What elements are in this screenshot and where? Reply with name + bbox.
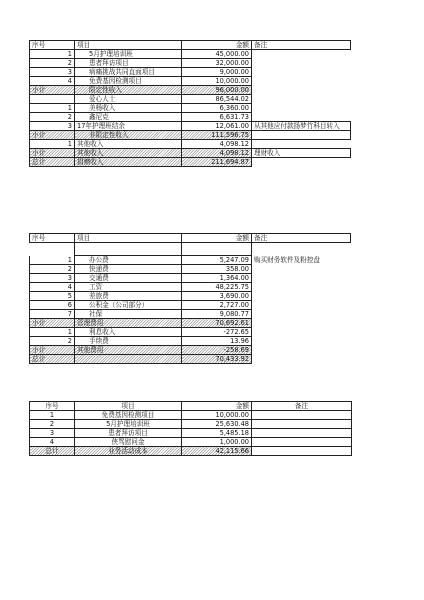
header-no: 序号	[30, 41, 75, 50]
row-amount: 32,000.00	[182, 59, 252, 68]
row-number: 4	[30, 77, 75, 86]
row-amount: 111,596.75	[182, 131, 252, 140]
row-number: 3	[30, 429, 75, 438]
row-item: 爱心人士	[75, 95, 182, 104]
row-note	[252, 95, 351, 104]
row-item: 交通费	[75, 274, 182, 283]
row-item: 17年护理班结余	[75, 122, 182, 131]
row-note	[252, 301, 351, 310]
row-note	[252, 104, 351, 113]
row-item: 限定性收入	[75, 86, 182, 95]
row-amount: 4,098.12	[182, 149, 252, 158]
row-amount: 2,727.00	[182, 301, 252, 310]
row-amount: 4,098.12	[182, 140, 252, 149]
header-note: 备注	[252, 402, 352, 411]
row-item: 业务活动成本	[75, 447, 182, 456]
row-amount: 25,630.48	[182, 420, 252, 429]
row-note	[252, 243, 351, 256]
activity-cost-table	[29, 401, 352, 456]
table-row	[30, 113, 351, 122]
income-table-body	[30, 41, 351, 167]
table-row	[30, 95, 351, 104]
row-item: 手续费	[75, 337, 182, 346]
row-note	[252, 438, 352, 447]
table-row	[30, 131, 351, 140]
row-amount: 70,692.61	[182, 319, 252, 328]
row-amount: 42,115.66	[182, 447, 252, 456]
row-number: 3	[30, 68, 75, 77]
expense-table	[29, 233, 351, 364]
row-note	[252, 337, 351, 346]
row-amount: 3,690.00	[182, 292, 252, 301]
row-item: 其他费用	[75, 346, 182, 355]
row-item: 5月护理培训班	[75, 420, 182, 429]
row-note	[252, 310, 351, 319]
row-number: 3	[30, 274, 75, 283]
row-item: 鑫尼克	[75, 113, 182, 122]
row-amount	[182, 243, 252, 256]
row-item: 非限定性收入	[75, 131, 182, 140]
row-item: 其他收入	[75, 149, 182, 158]
row-number: 4	[30, 283, 75, 292]
row-item: 5月护理培训班	[75, 50, 182, 59]
row-number: 小计	[30, 319, 75, 328]
row-amount: 13.96	[182, 337, 252, 346]
row-number: 1	[30, 256, 75, 265]
table-row	[30, 420, 352, 429]
table-row	[30, 243, 351, 256]
row-item: 公积金（公司部分）	[75, 301, 182, 310]
table-header-row	[30, 402, 352, 411]
row-number: 1	[30, 328, 75, 337]
row-number: 1	[30, 140, 75, 149]
row-number: 小计	[30, 131, 75, 140]
row-note	[252, 113, 351, 122]
table-row	[30, 447, 352, 456]
row-item: 患者拜访项目	[75, 59, 182, 68]
row-amount: 10,000.00	[182, 77, 252, 86]
table-row	[30, 319, 351, 328]
row-number: 1	[30, 104, 75, 113]
table-row	[30, 86, 351, 95]
header-no: 序号	[30, 234, 75, 243]
header-amount: 金额	[182, 234, 252, 243]
row-number: 6	[30, 301, 75, 310]
table-row	[30, 337, 351, 346]
row-note	[252, 131, 351, 140]
row-number: 2	[30, 420, 75, 429]
row-number: 总计	[30, 158, 75, 167]
table-row	[30, 149, 351, 158]
row-amount: 358.00	[182, 265, 252, 274]
row-amount: -272.65	[182, 328, 252, 337]
row-item: 捐赠收入	[75, 158, 182, 167]
row-number: 1	[30, 50, 75, 59]
row-number: 总计	[30, 355, 75, 364]
row-note	[252, 447, 352, 456]
row-item: 差旅费	[75, 292, 182, 301]
row-number: 小计	[30, 346, 75, 355]
row-number: 小计	[30, 86, 75, 95]
row-amount: 86,544.02	[182, 95, 252, 104]
row-note	[252, 77, 351, 86]
row-note	[252, 50, 351, 59]
table-row	[30, 355, 351, 364]
row-note: 购买财务软件及粉控盘	[254, 256, 320, 264]
row-amount: 1,364.00	[182, 274, 252, 283]
row-amount: 96,000.00	[182, 86, 252, 95]
row-note	[252, 68, 351, 77]
table-row	[30, 68, 351, 77]
row-item: 侠骂慰问金	[75, 438, 182, 447]
table-row	[30, 429, 352, 438]
row-amount: 5,485.18	[182, 429, 252, 438]
row-item: 社保	[75, 310, 182, 319]
table-row	[30, 274, 351, 283]
table-header-row	[30, 41, 351, 50]
header-amount: 金额	[182, 402, 252, 411]
row-number: 2	[30, 337, 75, 346]
table-row	[30, 438, 352, 447]
row-number: 2	[30, 265, 75, 274]
row-note	[252, 328, 351, 337]
row-number: 3	[30, 122, 75, 131]
row-amount: 9,080.77	[182, 310, 252, 319]
table-row	[30, 77, 351, 86]
table-row	[30, 283, 351, 292]
header-amount: 金额	[182, 41, 252, 50]
row-note	[252, 355, 351, 364]
table-row	[30, 328, 351, 337]
row-number	[30, 243, 75, 256]
row-item: 其他收入	[75, 140, 182, 149]
table-header-row	[30, 234, 351, 243]
row-note	[252, 140, 351, 149]
row-item: 患者拜访项目	[75, 429, 182, 438]
row-number: 1	[30, 411, 75, 420]
row-amount: 9,000.00	[182, 68, 252, 77]
header-no: 序号	[30, 402, 75, 411]
row-item: 美杨收入	[75, 104, 182, 113]
expense-table-body	[30, 234, 351, 364]
row-amount: 6,631.73	[182, 113, 252, 122]
row-note	[252, 274, 351, 283]
row-note	[252, 158, 351, 167]
row-note	[252, 86, 351, 95]
row-note	[252, 346, 351, 355]
header-item: 项目	[75, 41, 182, 50]
activity-cost-table-body	[30, 402, 352, 456]
table-row	[30, 310, 351, 319]
header-item: 项目	[75, 234, 182, 243]
row-item	[75, 355, 182, 364]
row-item: 快递费	[75, 265, 182, 274]
row-amount: 70,433.92	[182, 355, 252, 364]
table-row	[30, 59, 351, 68]
row-note	[252, 429, 352, 438]
row-amount: -258.69	[182, 346, 252, 355]
row-note	[252, 265, 351, 274]
table-row	[30, 104, 351, 113]
row-item: 管理费用	[75, 319, 182, 328]
row-number: 7	[30, 310, 75, 319]
row-note	[252, 59, 351, 68]
table-row	[30, 140, 351, 149]
row-number: 2	[30, 113, 75, 122]
row-note	[252, 411, 352, 420]
table-row	[30, 265, 351, 274]
row-note	[252, 283, 351, 292]
row-item: 免费基因检测项目	[75, 411, 182, 420]
row-amount: 1,000.00	[182, 438, 252, 447]
row-note: 从其他应付款扬梦竹科目转入	[252, 122, 351, 131]
row-number: 5	[30, 292, 75, 301]
row-amount: 5,247.09	[182, 256, 252, 265]
row-amount: 45,000.00	[182, 50, 252, 59]
row-number: 2	[30, 59, 75, 68]
row-item: 病痛挑战共同直面项目	[75, 68, 182, 77]
row-note	[252, 420, 352, 429]
table-row	[30, 301, 351, 310]
table-row	[30, 411, 352, 420]
row-note	[252, 292, 351, 301]
table-row	[30, 158, 351, 167]
header-item: 项目	[75, 402, 182, 411]
table-row	[30, 346, 351, 355]
row-amount: 10,000.00	[182, 411, 252, 420]
table-row	[30, 122, 351, 131]
table-row	[30, 50, 351, 59]
row-number: 总计	[30, 447, 75, 456]
header-note: 备注	[252, 41, 351, 50]
row-note	[252, 319, 351, 328]
row-number: 小计	[30, 149, 75, 158]
row-number	[30, 95, 75, 104]
income-table	[29, 40, 351, 167]
row-note: 理财收入	[252, 149, 351, 158]
row-item: 免费基因检测项目	[75, 77, 182, 86]
row-item: 利息收入	[75, 328, 182, 337]
row-item: 办公费	[75, 256, 182, 265]
table-row	[30, 292, 351, 301]
row-item	[75, 243, 182, 256]
row-amount: 48,225.75	[182, 283, 252, 292]
row-number: 4	[30, 438, 75, 447]
row-amount: 211,694.87	[182, 158, 252, 167]
row-amount: 12,061.00	[182, 122, 252, 131]
header-note: 备注	[252, 234, 351, 243]
row-item: 工资	[75, 283, 182, 292]
row-amount: 6,360.00	[182, 104, 252, 113]
table-row	[30, 256, 351, 265]
